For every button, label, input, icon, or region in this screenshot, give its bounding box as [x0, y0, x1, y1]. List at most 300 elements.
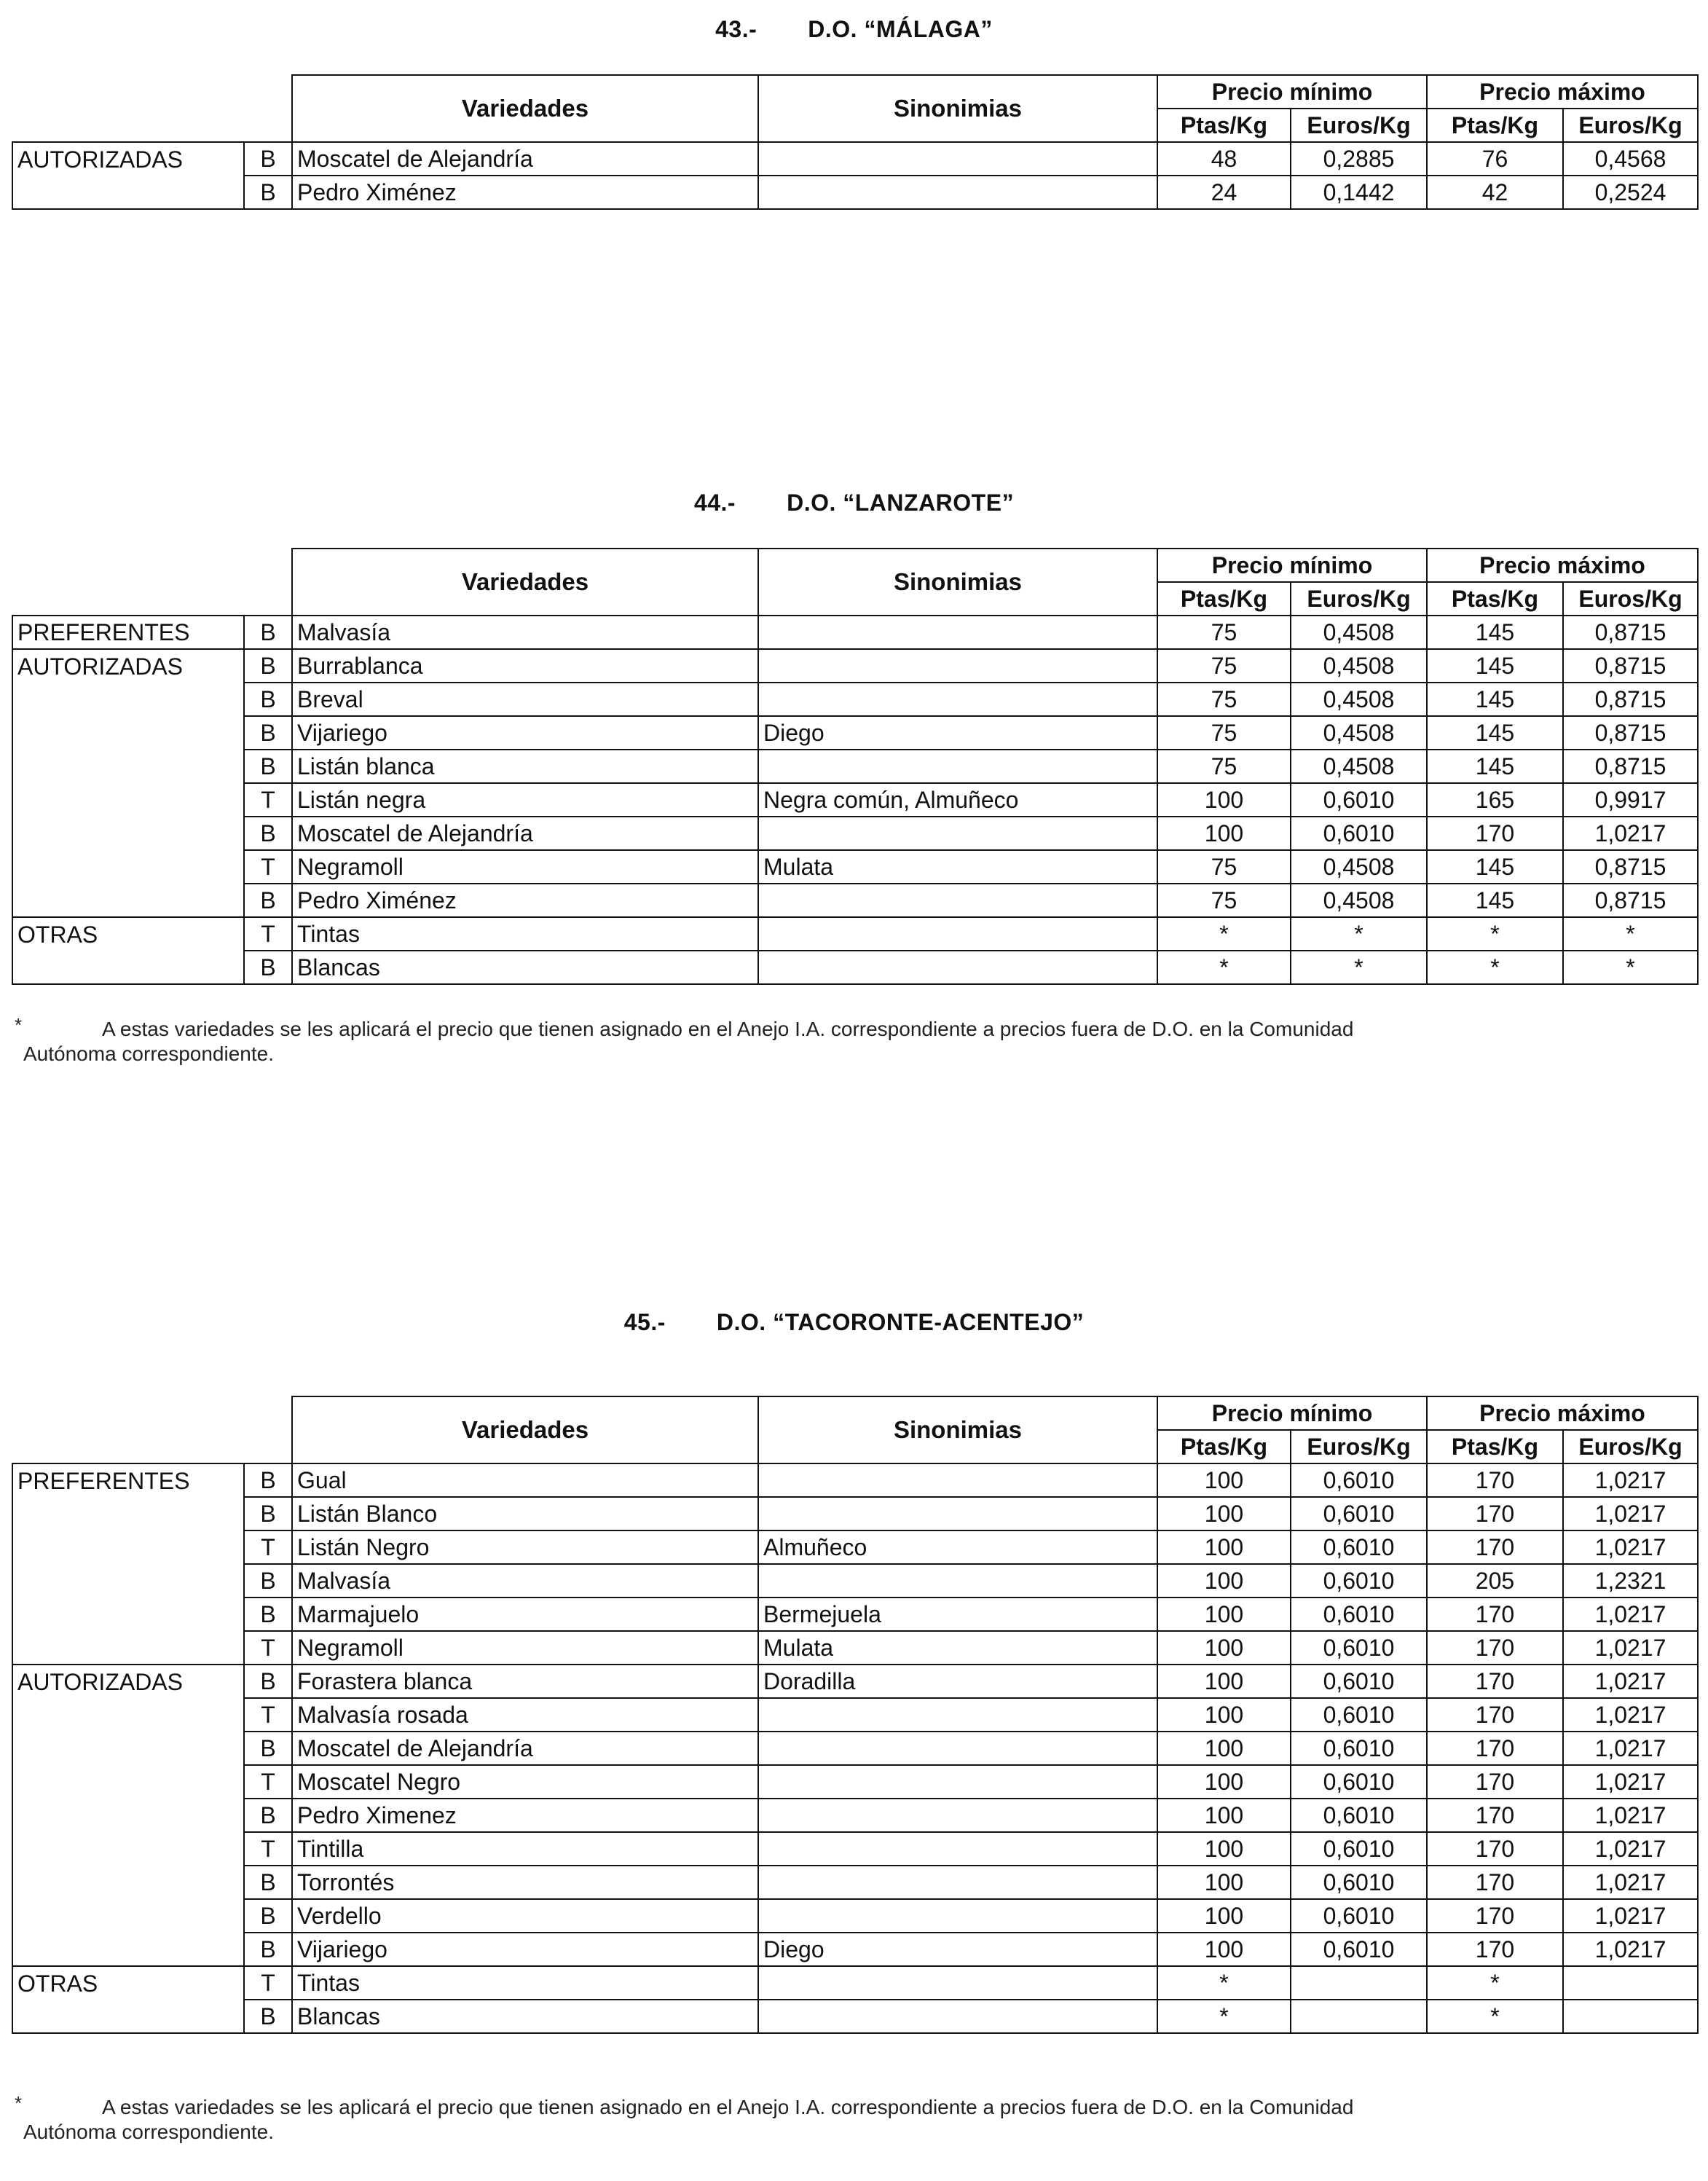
- euros-max-cell: 0,8715: [1563, 850, 1698, 884]
- synonym-cell: Diego: [758, 1933, 1157, 1966]
- table-row: [12, 1665, 1698, 1698]
- color-cell: T: [244, 783, 292, 817]
- color-cell: B: [244, 1866, 292, 1899]
- color-cell: B: [244, 1899, 292, 1933]
- table-row: [12, 1832, 1698, 1866]
- category-cell: [12, 1866, 244, 1899]
- color-cell: T: [244, 1698, 292, 1732]
- euros-min-cell: *: [1291, 917, 1427, 951]
- category-cell: [12, 1598, 244, 1631]
- category-cell: PREFERENTES: [12, 1463, 244, 1497]
- euros-min-cell: 0,6010: [1291, 1497, 1427, 1530]
- variety-cell: Listán negra: [292, 783, 758, 817]
- col-header-euros-min: Euros/Kg: [1291, 582, 1427, 616]
- col-header-sinonimias: Sinonimias: [758, 1396, 1157, 1463]
- variety-cell: Burrablanca: [292, 649, 758, 683]
- section-title: D.O. “MÁLAGA”: [808, 16, 993, 42]
- euros-min-cell: 0,6010: [1291, 1463, 1427, 1497]
- euros-max-cell: 1,2321: [1563, 1564, 1698, 1598]
- variety-cell: Listán blanca: [292, 750, 758, 783]
- table-row: [12, 176, 1698, 209]
- col-header-ptas-max: Ptas/Kg: [1427, 582, 1563, 616]
- variety-cell: Pedro Ximénez: [292, 884, 758, 917]
- euros-min-cell: 0,6010: [1291, 1631, 1427, 1665]
- price-table: [12, 548, 1699, 985]
- table-body: [12, 1463, 1698, 2033]
- ptas-min-cell: *: [1157, 917, 1291, 951]
- table-row: [12, 1899, 1698, 1933]
- ptas-min-cell: 100: [1157, 1866, 1291, 1899]
- variety-cell: Tintas: [292, 917, 758, 951]
- table-row: [12, 884, 1698, 917]
- ptas-max-cell: 170: [1427, 1665, 1563, 1698]
- synonym-cell: [758, 1799, 1157, 1832]
- synonym-cell: [758, 884, 1157, 917]
- variety-cell: Malvasía: [292, 1564, 758, 1598]
- ptas-min-cell: 24: [1157, 176, 1291, 209]
- category-cell: OTRAS: [12, 917, 244, 951]
- category-cell: [12, 1497, 244, 1530]
- table-row: [12, 1698, 1698, 1732]
- col-header-precio-maximo: Precio máximo: [1427, 75, 1698, 109]
- synonym-cell: [758, 1463, 1157, 1497]
- variety-cell: Pedro Ximénez: [292, 176, 758, 209]
- table-row: [12, 1732, 1698, 1765]
- synonym-cell: Doradilla: [758, 1665, 1157, 1698]
- table-row: [12, 817, 1698, 850]
- footnote-line-1: A estas variedades se les aplicará el precio que tienen asignado en el Anejo I.A. correspondiente a precios fuera de D.O. en la Comunidad: [102, 2096, 1354, 2118]
- table-row: [12, 649, 1698, 683]
- category-cell: [12, 1799, 244, 1832]
- price-table: [12, 1396, 1699, 2034]
- ptas-min-cell: 100: [1157, 1698, 1291, 1732]
- ptas-min-cell: 75: [1157, 884, 1291, 917]
- euros-min-cell: *: [1291, 951, 1427, 984]
- col-header-precio-minimo: Precio mínimo: [1157, 549, 1427, 582]
- euros-min-cell: 0,6010: [1291, 1899, 1427, 1933]
- euros-min-cell: 0,6010: [1291, 1530, 1427, 1564]
- euros-min-cell: 0,4508: [1291, 683, 1427, 716]
- ptas-min-cell: 100: [1157, 1832, 1291, 1866]
- euros-max-cell: 0,4568: [1563, 142, 1698, 176]
- section-heading: [0, 490, 1708, 516]
- euros-max-cell: 0,2524: [1563, 176, 1698, 209]
- euros-max-cell: [1563, 2000, 1698, 2033]
- ptas-min-cell: 75: [1157, 750, 1291, 783]
- color-cell: B: [244, 817, 292, 850]
- ptas-min-cell: 100: [1157, 1530, 1291, 1564]
- ptas-max-cell: 170: [1427, 1832, 1563, 1866]
- ptas-min-cell: *: [1157, 1966, 1291, 2000]
- col-header-precio-maximo: Precio máximo: [1427, 1396, 1698, 1430]
- ptas-min-cell: 100: [1157, 1598, 1291, 1631]
- col-header-variedades: Variedades: [292, 75, 758, 142]
- variety-cell: Verdello: [292, 1899, 758, 1933]
- col-header-euros-max: Euros/Kg: [1563, 109, 1698, 142]
- color-cell: T: [244, 1765, 292, 1799]
- euros-max-cell: 1,0217: [1563, 1530, 1698, 1564]
- col-header-ptas-min: Ptas/Kg: [1157, 582, 1291, 616]
- table-row: [12, 1564, 1698, 1598]
- table-row: [12, 917, 1698, 951]
- section-heading: [0, 1309, 1708, 1336]
- variety-cell: Blancas: [292, 2000, 758, 2033]
- synonym-cell: Mulata: [758, 850, 1157, 884]
- category-cell: [12, 783, 244, 817]
- table-row: [12, 1799, 1698, 1832]
- ptas-min-cell: 75: [1157, 716, 1291, 750]
- euros-max-cell: 1,0217: [1563, 1732, 1698, 1765]
- ptas-max-cell: 170: [1427, 1732, 1563, 1765]
- euros-max-cell: 1,0217: [1563, 817, 1698, 850]
- ptas-max-cell: *: [1427, 2000, 1563, 2033]
- color-cell: B: [244, 1732, 292, 1765]
- category-cell: [12, 951, 244, 984]
- ptas-max-cell: 170: [1427, 1631, 1563, 1665]
- category-cell: [12, 716, 244, 750]
- col-header-ptas-max: Ptas/Kg: [1427, 1430, 1563, 1463]
- col-header-variedades: Variedades: [292, 549, 758, 616]
- table-row: [12, 1497, 1698, 1530]
- col-header-precio-maximo: Precio máximo: [1427, 549, 1698, 582]
- category-cell: [12, 817, 244, 850]
- price-table: [12, 74, 1699, 210]
- category-cell: [12, 750, 244, 783]
- synonym-cell: Negra común, Almuñeco: [758, 783, 1157, 817]
- synonym-cell: [758, 616, 1157, 649]
- synonym-cell: Bermejuela: [758, 1598, 1157, 1631]
- ptas-min-cell: 100: [1157, 1631, 1291, 1665]
- euros-max-cell: 1,0217: [1563, 1933, 1698, 1966]
- ptas-min-cell: 100: [1157, 1463, 1291, 1497]
- euros-min-cell: 0,4508: [1291, 850, 1427, 884]
- footnote-line-1: A estas variedades se les aplicará el precio que tienen asignado en el Anejo I.A. correspondiente a precios fuera de D.O. en la Comunidad: [102, 1018, 1354, 1040]
- euros-max-cell: 1,0217: [1563, 1463, 1698, 1497]
- color-cell: B: [244, 1799, 292, 1832]
- ptas-min-cell: 100: [1157, 783, 1291, 817]
- euros-max-cell: 0,8715: [1563, 649, 1698, 683]
- euros-max-cell: 1,0217: [1563, 1899, 1698, 1933]
- euros-max-cell: 1,0217: [1563, 1698, 1698, 1732]
- color-cell: B: [244, 1463, 292, 1497]
- variety-cell: Listán Blanco: [292, 1497, 758, 1530]
- synonym-cell: [758, 1832, 1157, 1866]
- table-row: [12, 1765, 1698, 1799]
- section-heading: [0, 16, 1708, 43]
- synonym-cell: [758, 649, 1157, 683]
- synonym-cell: [758, 1899, 1157, 1933]
- euros-min-cell: [1291, 2000, 1427, 2033]
- footnote-line-2: Autónoma correspondiente.: [23, 1042, 274, 1065]
- category-cell: [12, 1530, 244, 1564]
- synonym-cell: [758, 817, 1157, 850]
- synonym-cell: Almuñeco: [758, 1530, 1157, 1564]
- table-row: [12, 951, 1698, 984]
- euros-min-cell: 0,4508: [1291, 649, 1427, 683]
- category-cell: OTRAS: [12, 1966, 244, 2000]
- variety-cell: Vijariego: [292, 716, 758, 750]
- euros-max-cell: *: [1563, 917, 1698, 951]
- euros-max-cell: 0,8715: [1563, 683, 1698, 716]
- euros-max-cell: 0,8715: [1563, 750, 1698, 783]
- color-cell: B: [244, 142, 292, 176]
- euros-min-cell: 0,6010: [1291, 1832, 1427, 1866]
- category-cell: AUTORIZADAS: [12, 649, 244, 683]
- col-header-ptas-min: Ptas/Kg: [1157, 109, 1291, 142]
- euros-min-cell: 0,6010: [1291, 1564, 1427, 1598]
- variety-cell: Tintas: [292, 1966, 758, 2000]
- euros-max-cell: 1,0217: [1563, 1497, 1698, 1530]
- variety-cell: Moscatel Negro: [292, 1765, 758, 1799]
- ptas-max-cell: 170: [1427, 1765, 1563, 1799]
- synonym-cell: Diego: [758, 716, 1157, 750]
- euros-max-cell: *: [1563, 951, 1698, 984]
- color-cell: B: [244, 884, 292, 917]
- euros-min-cell: 0,6010: [1291, 1765, 1427, 1799]
- variety-cell: Vijariego: [292, 1933, 758, 1966]
- euros-max-cell: 1,0217: [1563, 1598, 1698, 1631]
- section-number: 44.-: [693, 490, 736, 516]
- euros-max-cell: 1,0217: [1563, 1631, 1698, 1665]
- euros-max-cell: 1,0217: [1563, 1765, 1698, 1799]
- ptas-min-cell: 100: [1157, 1765, 1291, 1799]
- col-header-precio-minimo: Precio mínimo: [1157, 1396, 1427, 1430]
- euros-min-cell: 0,6010: [1291, 1933, 1427, 1966]
- section-title: D.O. “TACORONTE-ACENTEJO”: [716, 1309, 1085, 1335]
- synonym-cell: [758, 142, 1157, 176]
- category-cell: [12, 1564, 244, 1598]
- euros-max-cell: 0,9917: [1563, 783, 1698, 817]
- synonym-cell: [758, 951, 1157, 984]
- category-cell: AUTORIZADAS: [12, 1665, 244, 1698]
- ptas-min-cell: 100: [1157, 1665, 1291, 1698]
- euros-max-cell: [1563, 1966, 1698, 2000]
- category-cell: [12, 683, 244, 716]
- euros-max-cell: 0,8715: [1563, 616, 1698, 649]
- ptas-max-cell: 170: [1427, 1463, 1563, 1497]
- ptas-max-cell: 145: [1427, 716, 1563, 750]
- section-number: 45.-: [623, 1309, 666, 1335]
- table-row: [12, 1966, 1698, 2000]
- color-cell: T: [244, 917, 292, 951]
- synonym-cell: [758, 1866, 1157, 1899]
- ptas-max-cell: 145: [1427, 884, 1563, 917]
- variety-cell: Marmajuelo: [292, 1598, 758, 1631]
- ptas-max-cell: *: [1427, 951, 1563, 984]
- col-header-ptas-min: Ptas/Kg: [1157, 1430, 1291, 1463]
- euros-min-cell: 0,4508: [1291, 616, 1427, 649]
- euros-min-cell: 0,6010: [1291, 783, 1427, 817]
- ptas-min-cell: 100: [1157, 1799, 1291, 1832]
- color-cell: B: [244, 683, 292, 716]
- ptas-max-cell: 145: [1427, 649, 1563, 683]
- euros-min-cell: 0,6010: [1291, 817, 1427, 850]
- category-cell: PREFERENTES: [12, 616, 244, 649]
- table-body: [12, 142, 1698, 209]
- category-cell: [12, 1933, 244, 1966]
- color-cell: B: [244, 2000, 292, 2033]
- ptas-max-cell: 170: [1427, 1899, 1563, 1933]
- ptas-max-cell: 145: [1427, 750, 1563, 783]
- euros-max-cell: 1,0217: [1563, 1866, 1698, 1899]
- synonym-cell: [758, 1966, 1157, 2000]
- euros-max-cell: 1,0217: [1563, 1799, 1698, 1832]
- footnote: [15, 2092, 1675, 2145]
- variety-cell: Malvasía rosada: [292, 1698, 758, 1732]
- euros-min-cell: 0,4508: [1291, 884, 1427, 917]
- synonym-cell: [758, 917, 1157, 951]
- color-cell: B: [244, 1665, 292, 1698]
- ptas-min-cell: 75: [1157, 850, 1291, 884]
- variety-cell: Tintilla: [292, 1832, 758, 1866]
- section-title: D.O. “LANZAROTE”: [787, 490, 1015, 516]
- euros-max-cell: 0,8715: [1563, 716, 1698, 750]
- table-row: [12, 783, 1698, 817]
- category-cell: [12, 1832, 244, 1866]
- ptas-max-cell: 42: [1427, 176, 1563, 209]
- variety-cell: Torrontés: [292, 1866, 758, 1899]
- variety-cell: Forastera blanca: [292, 1665, 758, 1698]
- col-header-euros-min: Euros/Kg: [1291, 109, 1427, 142]
- ptas-max-cell: 165: [1427, 783, 1563, 817]
- synonym-cell: [758, 750, 1157, 783]
- color-cell: B: [244, 1497, 292, 1530]
- col-header-sinonimias: Sinonimias: [758, 549, 1157, 616]
- variety-cell: Listán Negro: [292, 1530, 758, 1564]
- ptas-max-cell: 170: [1427, 1497, 1563, 1530]
- euros-min-cell: [1291, 1966, 1427, 2000]
- color-cell: B: [244, 616, 292, 649]
- synonym-cell: [758, 176, 1157, 209]
- ptas-max-cell: *: [1427, 917, 1563, 951]
- color-cell: B: [244, 951, 292, 984]
- ptas-min-cell: 100: [1157, 1564, 1291, 1598]
- ptas-max-cell: 170: [1427, 1530, 1563, 1564]
- color-cell: T: [244, 1631, 292, 1665]
- euros-min-cell: 0,6010: [1291, 1732, 1427, 1765]
- ptas-max-cell: 76: [1427, 142, 1563, 176]
- col-header-precio-minimo: Precio mínimo: [1157, 75, 1427, 109]
- ptas-max-cell: 170: [1427, 1933, 1563, 1966]
- ptas-min-cell: 100: [1157, 1899, 1291, 1933]
- synonym-cell: [758, 2000, 1157, 2033]
- color-cell: B: [244, 649, 292, 683]
- table-row: [12, 1631, 1698, 1665]
- category-cell: [12, 1732, 244, 1765]
- table-row: [12, 1598, 1698, 1631]
- category-cell: [12, 1899, 244, 1933]
- euros-min-cell: 0,4508: [1291, 750, 1427, 783]
- table-row: [12, 1530, 1698, 1564]
- ptas-min-cell: *: [1157, 2000, 1291, 2033]
- category-cell: [12, 1631, 244, 1665]
- category-cell: [12, 1765, 244, 1799]
- synonym-cell: [758, 683, 1157, 716]
- footnote-star: *: [15, 1014, 23, 1036]
- category-cell: [12, 884, 244, 917]
- color-cell: T: [244, 850, 292, 884]
- synonym-cell: [758, 1497, 1157, 1530]
- ptas-max-cell: 145: [1427, 850, 1563, 884]
- euros-min-cell: 0,6010: [1291, 1598, 1427, 1631]
- table-row: [12, 683, 1698, 716]
- color-cell: B: [244, 176, 292, 209]
- table-body: [12, 616, 1698, 984]
- ptas-max-cell: 170: [1427, 1598, 1563, 1631]
- variety-cell: Malvasía: [292, 616, 758, 649]
- euros-min-cell: 0,6010: [1291, 1866, 1427, 1899]
- ptas-min-cell: 75: [1157, 683, 1291, 716]
- ptas-min-cell: 75: [1157, 649, 1291, 683]
- color-cell: T: [244, 1530, 292, 1564]
- color-cell: B: [244, 1933, 292, 1966]
- category-cell: AUTORIZADAS: [12, 142, 244, 176]
- synonym-cell: [758, 1732, 1157, 1765]
- category-cell: [12, 850, 244, 884]
- col-header-sinonimias: Sinonimias: [758, 75, 1157, 142]
- col-header-euros-min: Euros/Kg: [1291, 1430, 1427, 1463]
- euros-min-cell: 0,1442: [1291, 176, 1427, 209]
- variety-cell: Moscatel de Alejandría: [292, 142, 758, 176]
- col-header-ptas-max: Ptas/Kg: [1427, 109, 1563, 142]
- synonym-cell: [758, 1698, 1157, 1732]
- ptas-max-cell: 170: [1427, 1799, 1563, 1832]
- euros-min-cell: 0,6010: [1291, 1799, 1427, 1832]
- ptas-max-cell: 170: [1427, 817, 1563, 850]
- col-header-euros-max: Euros/Kg: [1563, 1430, 1698, 1463]
- euros-min-cell: 0,6010: [1291, 1665, 1427, 1698]
- color-cell: B: [244, 750, 292, 783]
- ptas-min-cell: 48: [1157, 142, 1291, 176]
- variety-cell: Breval: [292, 683, 758, 716]
- col-header-euros-max: Euros/Kg: [1563, 582, 1698, 616]
- synonym-cell: Mulata: [758, 1631, 1157, 1665]
- table-row: [12, 1866, 1698, 1899]
- euros-max-cell: 1,0217: [1563, 1832, 1698, 1866]
- category-cell: [12, 176, 244, 209]
- table-row: [12, 142, 1698, 176]
- ptas-max-cell: *: [1427, 1966, 1563, 2000]
- table-row: [12, 1933, 1698, 1966]
- category-cell: [12, 1698, 244, 1732]
- ptas-max-cell: 170: [1427, 1698, 1563, 1732]
- color-cell: B: [244, 716, 292, 750]
- variety-cell: Moscatel de Alejandría: [292, 1732, 758, 1765]
- ptas-max-cell: 205: [1427, 1564, 1563, 1598]
- ptas-min-cell: 100: [1157, 1732, 1291, 1765]
- synonym-cell: [758, 1564, 1157, 1598]
- variety-cell: Gual: [292, 1463, 758, 1497]
- variety-cell: Moscatel de Alejandría: [292, 817, 758, 850]
- category-cell: [12, 2000, 244, 2033]
- table-row: [12, 850, 1698, 884]
- ptas-min-cell: *: [1157, 951, 1291, 984]
- euros-min-cell: 0,6010: [1291, 1698, 1427, 1732]
- footnote: [15, 1014, 1675, 1066]
- variety-cell: Blancas: [292, 951, 758, 984]
- variety-cell: Negramoll: [292, 850, 758, 884]
- color-cell: B: [244, 1564, 292, 1598]
- ptas-min-cell: 75: [1157, 616, 1291, 649]
- color-cell: T: [244, 1832, 292, 1866]
- euros-min-cell: 0,2885: [1291, 142, 1427, 176]
- table-row: [12, 2000, 1698, 2033]
- color-cell: T: [244, 1966, 292, 2000]
- col-header-variedades: Variedades: [292, 1396, 758, 1463]
- table-row: [12, 750, 1698, 783]
- table-row: [12, 716, 1698, 750]
- footnote-line-2: Autónoma correspondiente.: [23, 2121, 274, 2143]
